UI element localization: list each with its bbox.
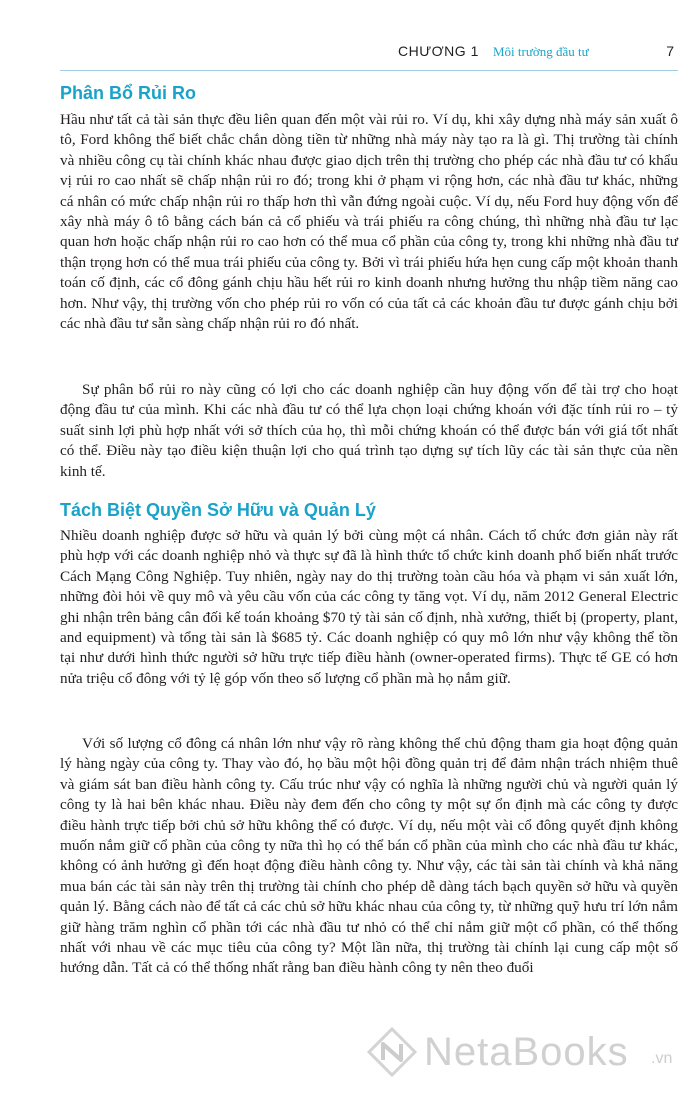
chapter-title: Môi trường đầu tư	[493, 44, 589, 59]
paragraph: Nhiều doanh nghiệp được sở hữu và quản lý bởi cùng một cá nhân. Cách tổ chức đơn giản này rất phù hợp với các doanh nghiệp nhỏ và thực sự đã là hình thức tổ chức kinh doanh phổ biến nhất trước Cách Mạng Công Nghiệp. Tuy nhiên, ngày nay do thị trường toàn cầu hóa và phạm vi sản xuất lớn, những đòi hỏi về quy mô và yêu cầu vốn của các công ty tăng vọt. Ví dụ, năm 2012 General Electric ghi nhận trên bảng cân đối kế toán khoảng $70 tỷ tài sản cố định, nhà xưởng, thiết bị (property, plant, and equipment) và tổng tài sản là $685 tỷ. Các doanh nghiệp có quy mô lớn như vậy không thể tồn tại như dưới hình thức người sở hữu trực tiếp điều hành (owner-operated firms). Thực tế GE có hơn nửa triệu cổ đông với tỷ lệ góp vốn theo số lượng cổ phần mà họ nắm giữ.	[60, 527, 678, 687]
running-header	[60, 40, 678, 71]
chapter-label: CHƯƠNG 1	[398, 43, 479, 59]
paragraph: Với số lượng cổ đông cá nhân lớn như vậy rõ ràng không thể chủ động tham gia hoạt động quản lý hàng ngày của công ty. Thay vào đó, họ bầu một hội đồng quản trị để đảm nhận trách nhiệm thuê và giám sát ban điều hành công ty. Cấu trúc như vậy có nghĩa là những người chủ và người quản lý công ty là hai bên khác nhau. Điều này đem đến cho công ty một sự ổn định mà các công ty được điều hành trực tiếp bởi chủ sở hữu không thể có được. Ví dụ, nếu một vài cổ đông quyết định không muốn nắm giữ cổ phần của công ty nữa thì họ có thể bán cổ phần của mình cho các nhà đầu tư khác, không có ảnh hưởng gì đến hoạt động điều hành công ty. Như vậy, các tài sản tài chính và khả năng mua bán các tài sản này trên thị trường tài chính cho phép dễ dàng tách bạch quyền sở hữu và quyền quản lý. Bằng cách nào để tất cả các chủ sở hữu khác nhau của công ty, từ những quỹ hưu trí lớn nắm giữ hàng trăm nghìn cổ phần tới các nhà đầu tư nhỏ có thể chỉ nắm giữ một cổ phần, có thể thống nhất với nhau về các mục tiêu của công ty? Một lần nữa, thị trường tài chính lại cung cấp một số hướng dẫn. Tất cả có thể thống nhất rằng ban điều hành công ty nên theo đuổi	[60, 735, 678, 977]
watermark	[366, 1026, 686, 1082]
netabooks-logo-icon	[366, 1026, 418, 1078]
section-heading-risk-allocation: Phân Bổ Rủi Ro	[60, 83, 196, 103]
page-number: 7	[666, 43, 674, 59]
watermark-suffix: .vn	[651, 1050, 673, 1067]
section-heading-ownership-management: Tách Biệt Quyền Sở Hữu và Quản Lý	[60, 500, 376, 520]
paragraph: Sự phân bổ rủi ro này cũng có lợi cho các doanh nghiệp cần huy động vốn để tài trợ cho hoạt động đầu tư của mình. Khi các nhà đầu tư có thể lựa chọn loại chứng khoán với đặc tính rủi ro – tỷ suất sinh lợi phù hợp nhất với sở thích của họ, thì mỗi chứng khoán có thể được bán với giá tốt nhất có thể. Điều này tạo điều kiện thuận lợi cho quá trình tạo dựng sự tích lũy các tài sản thực của nền kinh tế.	[60, 381, 678, 480]
watermark-brand: NetaBooks	[424, 1030, 629, 1074]
paragraph: Hầu như tất cả tài sản thực đều liên quan đến một vài rủi ro. Ví dụ, khi xây dựng nhà máy sản xuất ô tô, Ford không thể biết chắc chắn dòng tiền từ những nhà máy này tạo ra là gì. Thị trường tài chính và nhiều công cụ tài chính khác nhau được giao dịch trên thị trường cho phép các nhà đầu tư có khẩu vị rủi ro cao nhất sẽ chấp nhận rủi ro đó; trong khi ở phạm vi rộng hơn, các nhà đầu tư khác, những cá nhân có mức chấp nhận rủi ro thấp hơn thì vẫn đứng ngoài cuộc. Ví dụ, nếu Ford huy động vốn để xây nhà máy ô tô bằng cách bán cả cổ phiếu và trái phiếu ra công chúng, thì những nhà đầu tư lạc quan hơn hoặc chấp nhận rủi ro cao hơn có thể mua cổ phần của công ty, trong khi những nhà đầu tư thận trọng hơn có thể mua trái phiếu của công ty. Bởi vì trái phiếu hứa hẹn cung cấp một khoản thanh toán cố định, các cổ đông gánh chịu hầu hết rủi ro kinh doanh nhưng hưởng thu nhập tiềm năng cao hơn. Như vậy, thị trường vốn cho phép rủi ro vốn có của tất cả các khoản đầu tư được gánh chịu bởi các nhà đầu tư sẵn sàng chấp nhận rủi ro đó nhất.	[60, 111, 678, 333]
